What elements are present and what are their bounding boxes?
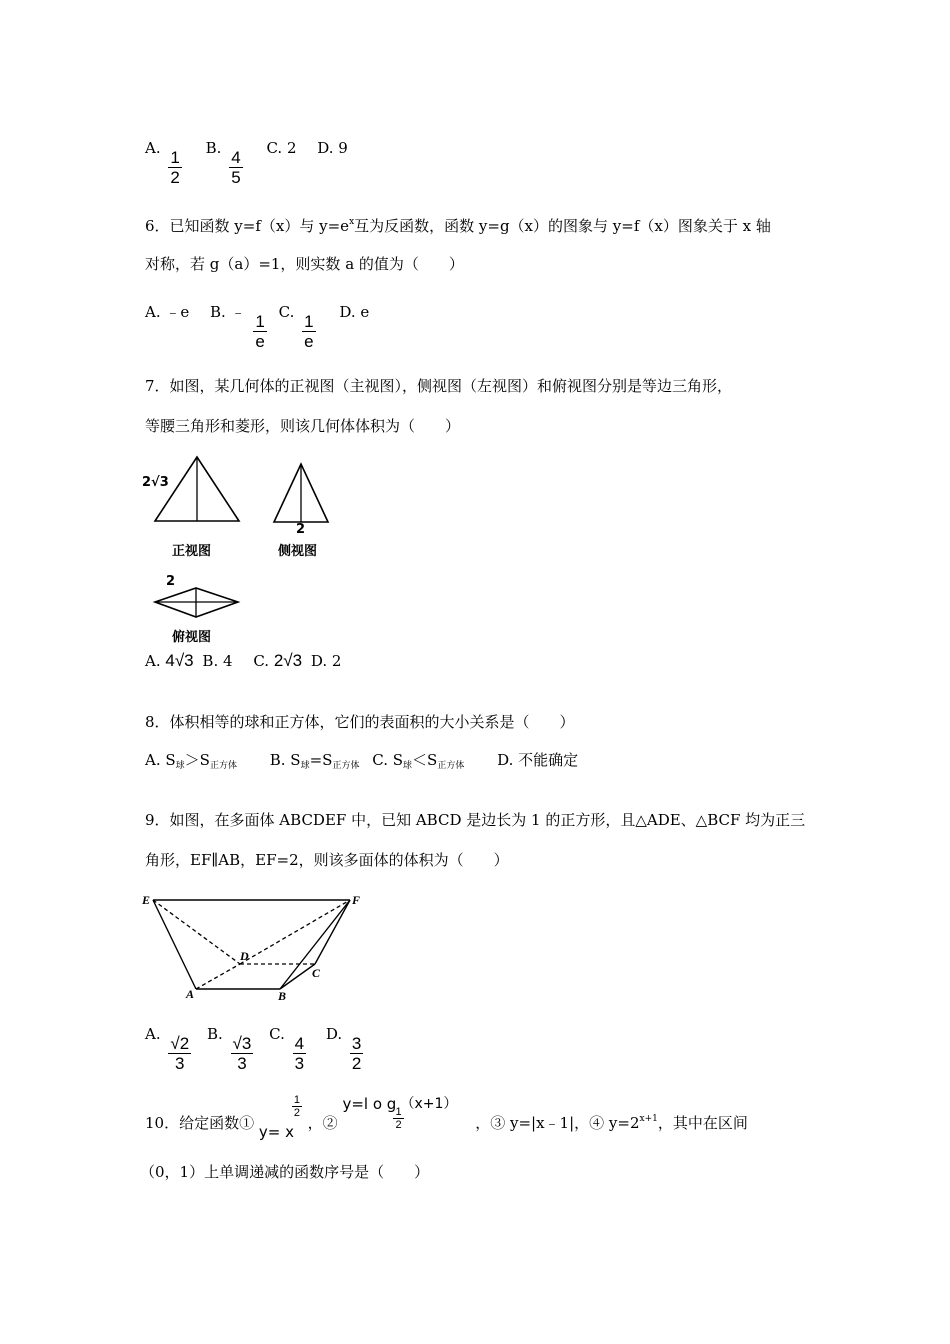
q8-options xyxy=(145,750,594,776)
q6-options xyxy=(145,302,385,351)
top-view-label: 2 xyxy=(166,574,176,589)
edge-ea xyxy=(153,900,196,989)
vertex-label-c: C xyxy=(312,966,321,980)
q8-option-d: D. 不能确定 xyxy=(497,751,579,769)
front-view-figure xyxy=(140,455,250,525)
edge-ad xyxy=(196,964,240,989)
side-view-base-label: 2 xyxy=(296,522,306,537)
polyhedron-figure xyxy=(140,890,370,1005)
vertex-label-a: A xyxy=(186,987,195,1001)
q7-line1: 7．如图，某几何体的正视图（主视图），侧视图（左视图）和俯视图分别是等边三角形， xyxy=(145,377,733,395)
q5-option-c: C. 2 xyxy=(266,139,297,157)
vertex-label-d: D xyxy=(240,949,249,963)
q7-line2: 等腰三角形和菱形，则该几何体体积为（ ） xyxy=(145,417,461,435)
side-view-figure xyxy=(270,462,334,526)
fraction: $\frac{3}{2}$ xyxy=(351,1034,362,1073)
q5-option-b: B. $\frac{4}{5}$ xyxy=(205,139,241,187)
q10-line2: （0，1）上单调递减的函数序号是（ ） xyxy=(140,1163,430,1181)
front-view-caption: 正视图 xyxy=(172,544,212,559)
function-1: y= x $\frac{1}{2}$ xyxy=(258,1094,300,1141)
top-view-caption: 俯视图 xyxy=(172,630,212,645)
q7-option-c: C. 2√3 xyxy=(253,651,303,670)
vertex-label-b: B xyxy=(278,989,287,1003)
front-view-height-label: 2√3 xyxy=(142,475,169,490)
fraction: $\frac{√3}{3}$ xyxy=(232,1034,252,1073)
q5-option-d: D. 9 xyxy=(317,139,348,157)
q9-line2: 角形，EF∥AB，EF=2，则该多面体的体积为（ ） xyxy=(145,851,509,869)
q5-option-a: A. $\frac{1}{2}$ xyxy=(145,139,180,187)
fraction: $\frac{√2}{3}$ xyxy=(170,1034,190,1073)
side-view-caption: 侧视图 xyxy=(278,544,318,559)
q8-option-a: A. $S_球>S_{正方体}$ xyxy=(145,751,237,771)
q9-option-b: B. $\frac{√3}{3}$ xyxy=(206,1025,252,1073)
function-2: y=l o g $\frac{1}{2}$ （x+1） xyxy=(342,1095,458,1131)
q9-option-c: C. $\frac{4}{3}$ xyxy=(269,1025,305,1073)
fraction: $\frac{1}{2}$ xyxy=(170,148,180,187)
q9-option-d: D. $\frac{3}{2}$ xyxy=(325,1025,362,1073)
q10-line1: 10．给定函数① y= x $\frac{1}{2}$ ，② y=l o g $\frac{1}{2}$ （x+1） ，③ y=|x﹣1|，④ $y=2^{x+1}$，其中在区间 xyxy=(145,1094,748,1141)
vertex-label-e: E xyxy=(142,893,151,907)
q7-option-a: A. 4√3 xyxy=(145,651,194,670)
q6-option-b: B. ﹣ $\frac{1}{e}$ xyxy=(210,303,265,351)
fraction: $\frac{1}{e}$ xyxy=(255,312,265,351)
q5-options xyxy=(145,138,364,187)
q9-line1: 9．如图，在多面体 ABCDEF 中，已知 ABCD 是边长为 1 的正方形，且△ADE、△BCF 均为正三 xyxy=(145,811,806,829)
q7-option-d: D. 2 xyxy=(310,652,342,670)
q8-option-c: C. $S_球<S_{正方体}$ xyxy=(372,751,465,771)
q7-option-b: B. 4 xyxy=(202,652,233,670)
q6-option-c: C. $\frac{1}{e}$ xyxy=(278,303,314,351)
vertex-label-f: F xyxy=(352,893,361,907)
q6-option-a: A. ﹣e xyxy=(145,303,190,321)
edge-df xyxy=(240,900,350,964)
q9-options xyxy=(145,1024,382,1073)
q8-option-b: B. $S_球=S_{正方体}$ xyxy=(269,751,360,771)
fraction: $\frac{1}{e}$ xyxy=(304,312,314,351)
q7-options xyxy=(145,651,357,671)
edge-ed xyxy=(153,900,240,964)
fraction: $\frac{4}{5}$ xyxy=(231,148,241,187)
q9-option-a: A. $\frac{√2}{3}$ xyxy=(145,1025,190,1073)
q6-line1: 6．已知函数 y=f（x）与 $y=e^x$互为反函数，函数 y=g（x）的图象与 y=f（x）图象关于 x 轴 xyxy=(145,217,771,235)
q6-option-d: D. e xyxy=(339,303,370,321)
q6-line2: 对称，若 g（a）=1，则实数 a 的值为（ ） xyxy=(145,255,464,273)
q8-line1: 8．体积相等的球和正方体，它们的表面积的大小关系是（ ） xyxy=(145,713,575,731)
fraction: $\frac{4}{3}$ xyxy=(294,1034,305,1073)
top-view-figure xyxy=(150,585,244,621)
